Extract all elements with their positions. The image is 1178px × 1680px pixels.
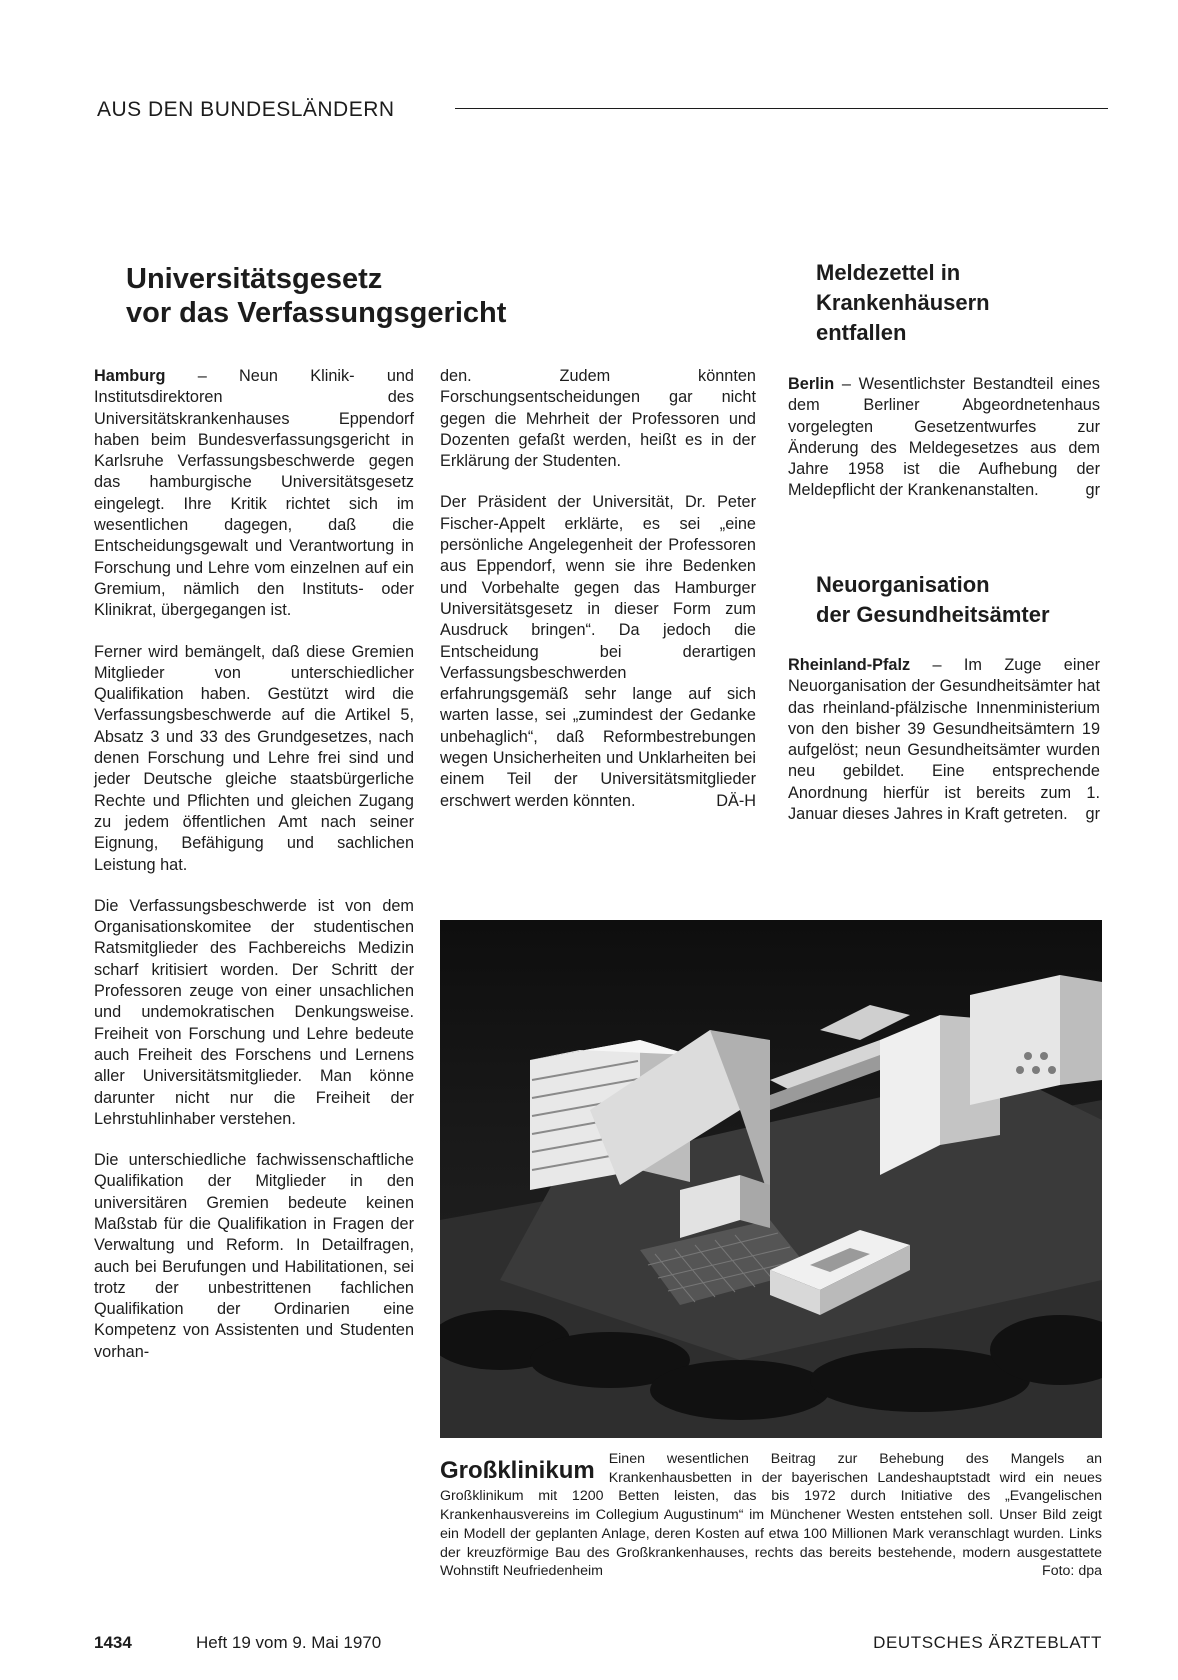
photo-credit: Foto: dpa <box>1042 1563 1102 1580</box>
place-name: Rheinland-Pfalz <box>788 656 911 674</box>
gesundheitsaemter-title <box>816 570 1050 630</box>
photo-caption <box>440 1450 1102 1581</box>
gesundheitsaemter-paragraph <box>788 655 1100 825</box>
paragraph-3: Die Verfassungsbeschwerde ist von dem Organisationskomitee der studentischen Ratsmitglieder des Fachbereichs Medizin scharf kritisiert worden. Der Schritt der Professoren zeuge von einer unsachlichen und undemokratischen Denkungsweise. Freiheit von Forschung und Lehre bedeute auch Freiheit des Forschens und Lernens aller Universitätsmitglieder. Man könne darunter nicht nur die Freiheit der Lehrstuhlinhaber verstehen. <box>94 896 414 1128</box>
meldezettel-column <box>788 374 1100 522</box>
meldezettel-title-line-1: Meldezettel in <box>816 260 961 285</box>
main-title-line-1: Universitätsgesetz <box>126 263 383 295</box>
meldezettel-title-line-3: entfallen <box>816 320 907 345</box>
hospital-model-illustration <box>440 920 1102 1438</box>
header-rule <box>455 108 1108 109</box>
caption-title: Großklinikum <box>440 1457 595 1484</box>
section-header: AUS DEN BUNDESLÄNDERN <box>97 98 395 121</box>
journal-name: DEUTSCHES ÄRZTEBLATT <box>873 1633 1102 1652</box>
gesundheitsaemter-title-line-2: der Gesundheitsämter <box>816 602 1050 627</box>
gesundheitsaemter-column <box>788 655 1100 845</box>
paragraph-5: den. Zudem könnten Forschungsentscheidungen gar nicht gegen die Mehrheit der Professoren und Dozenten gefaßt werden, heißt es in der Erklärung der Studenten. <box>440 367 756 471</box>
hospital-model-photo <box>440 920 1102 1438</box>
gesundheitsaemter-text: – Im Zuge einer Neuorganisation der Gesundheitsämter hat das rheinland-pfälzische Innenministerium von den bisher 39 Gesundheitsämtern 19 aufgelöst; neun Gesundheitsämter wurden neu gebildet. Eine entsprechende Anordnung hierfür ist bereits zum 1. Januar dieses Jahres in Kraft getreten. <box>788 656 1100 824</box>
paragraph-6 <box>440 492 756 811</box>
paragraph-4: Die unterschiedliche fachwissenschaftliche Qualifikation der Mitglieder in den universitären Gremien bedeute keinen Maßstab für die Qualifikation in Fragen der Verwaltung und Reform. In Detailfragen, auch bei Berufungen und Habilitationen, sei trotz der unbestrittenen fachlichen Qualifikation der Ordinarien eine Kompetenz von Assistenten und Studenten vorhan- <box>94 1151 414 1361</box>
author-signature: DÄ-H <box>716 791 756 810</box>
place-name: Berlin <box>788 375 835 393</box>
paragraph-2: Ferner wird bemängelt, daß diese Gremien Mitglieder von unterschiedlicher Qualifikation haben. Gestützt wird die Verfassungsbeschwerde auf die Artikel 5, Absatz 3 und 33 des Grundgesetzes, nach denen Forschung und Lehre frei sind und jeder Deutsche gleiche staatsbürgerliche Rechte und Pflichten und gleichen Zugang zu jedem öffentlichen Amt nach seiner Eignung, Befähigung und sachlichen Leistung hat. <box>94 642 414 874</box>
main-article-title <box>126 262 506 330</box>
paragraph-1-text: – Neun Klinik- und Institutsdirektoren des Universitätskrankenhauses Eppendorf haben beim Bundesverfassungsgericht in Karlsruhe Verfassungsbeschwerde gegen das hamburgische Universitätsgesetz eingelegt. Ihre Kritik richtet sich im wesentlichen dagegen, daß die Entscheidungsgewalt und Verantwortung in Forschung und Lehre vom einzelnen auf ein Gremium, nämlich den Instituts- oder Klinikrat, übergegangen ist. <box>94 367 414 620</box>
issue-info: Heft 19 vom 9. Mai 1970 <box>196 1633 382 1652</box>
place-name: Hamburg <box>94 367 166 385</box>
main-title-line-2: vor das Verfassungsgericht <box>126 297 507 329</box>
paragraph-1 <box>94 366 414 622</box>
gesundheitsaemter-title-line-1: Neuorganisation <box>816 572 990 597</box>
caption-text: Einen wesentlichen Beitrag zur Behebung des Mangels an Krankenhausbetten in der bayerischen Landeshauptstadt wird ein neues Großklinikum mit 1200 Betten leisten, das bis 1972 durch Initiative des „Evangelischen Krankenhausvereins im Collegium Augustinum“ im Münchener Westen entstehen soll. Unser Bild zeigt ein Modell der geplanten Anlage, deren Kosten auf etwa 100 Millionen Mark veranschlagt wurden. Links der kreuzförmige Bau des Großkrankenhauses, rechts das bereits bestehende, modern ausgestattete Wohnstift Neufriedenheim <box>440 1451 1102 1580</box>
meldezettel-text: – Wesentlichster Bestandteil eines dem Berliner Abgeordnetenhaus vorgelegten Gesetzentwurfes zur Änderung des Meldegesetzes aus dem Jahre 1958 ist die Aufhebung der Meldepflicht der Krankenanstalten. <box>788 375 1100 500</box>
paragraph-6-text: Der Präsident der Universität, Dr. Peter Fischer-Appelt erklärte, es sei „eine persönliche Angelegenheit der Professoren aus Eppendorf, wenn sie ihre Bedenken und Vorbehalte gegen das Hamburger Universitätsgesetz in dieser Form zum Ausdruck bringen“. Da jedoch die Entscheidung bei derartigen Verfassungsbeschwerden erfahrungsgemäß sehr lange auf sich warten lasse, sei „zumindest der Gedanke unbehaglich“, daß Reformbestrebungen wegen Unsicherheiten und Unklarheiten bei einem Teil der Universitätsmitglieder erschwert werden könnten. <box>440 493 756 810</box>
meldezettel-title <box>816 258 990 348</box>
meldezettel-paragraph <box>788 374 1100 502</box>
meldezettel-title-line-2: Krankenhäusern <box>816 290 990 315</box>
author-signature: gr <box>1085 481 1100 500</box>
page-number: 1434 <box>94 1633 132 1652</box>
main-article-column-1 <box>94 366 414 1383</box>
main-article-column-2 <box>440 366 756 832</box>
author-signature: gr <box>1085 805 1100 824</box>
